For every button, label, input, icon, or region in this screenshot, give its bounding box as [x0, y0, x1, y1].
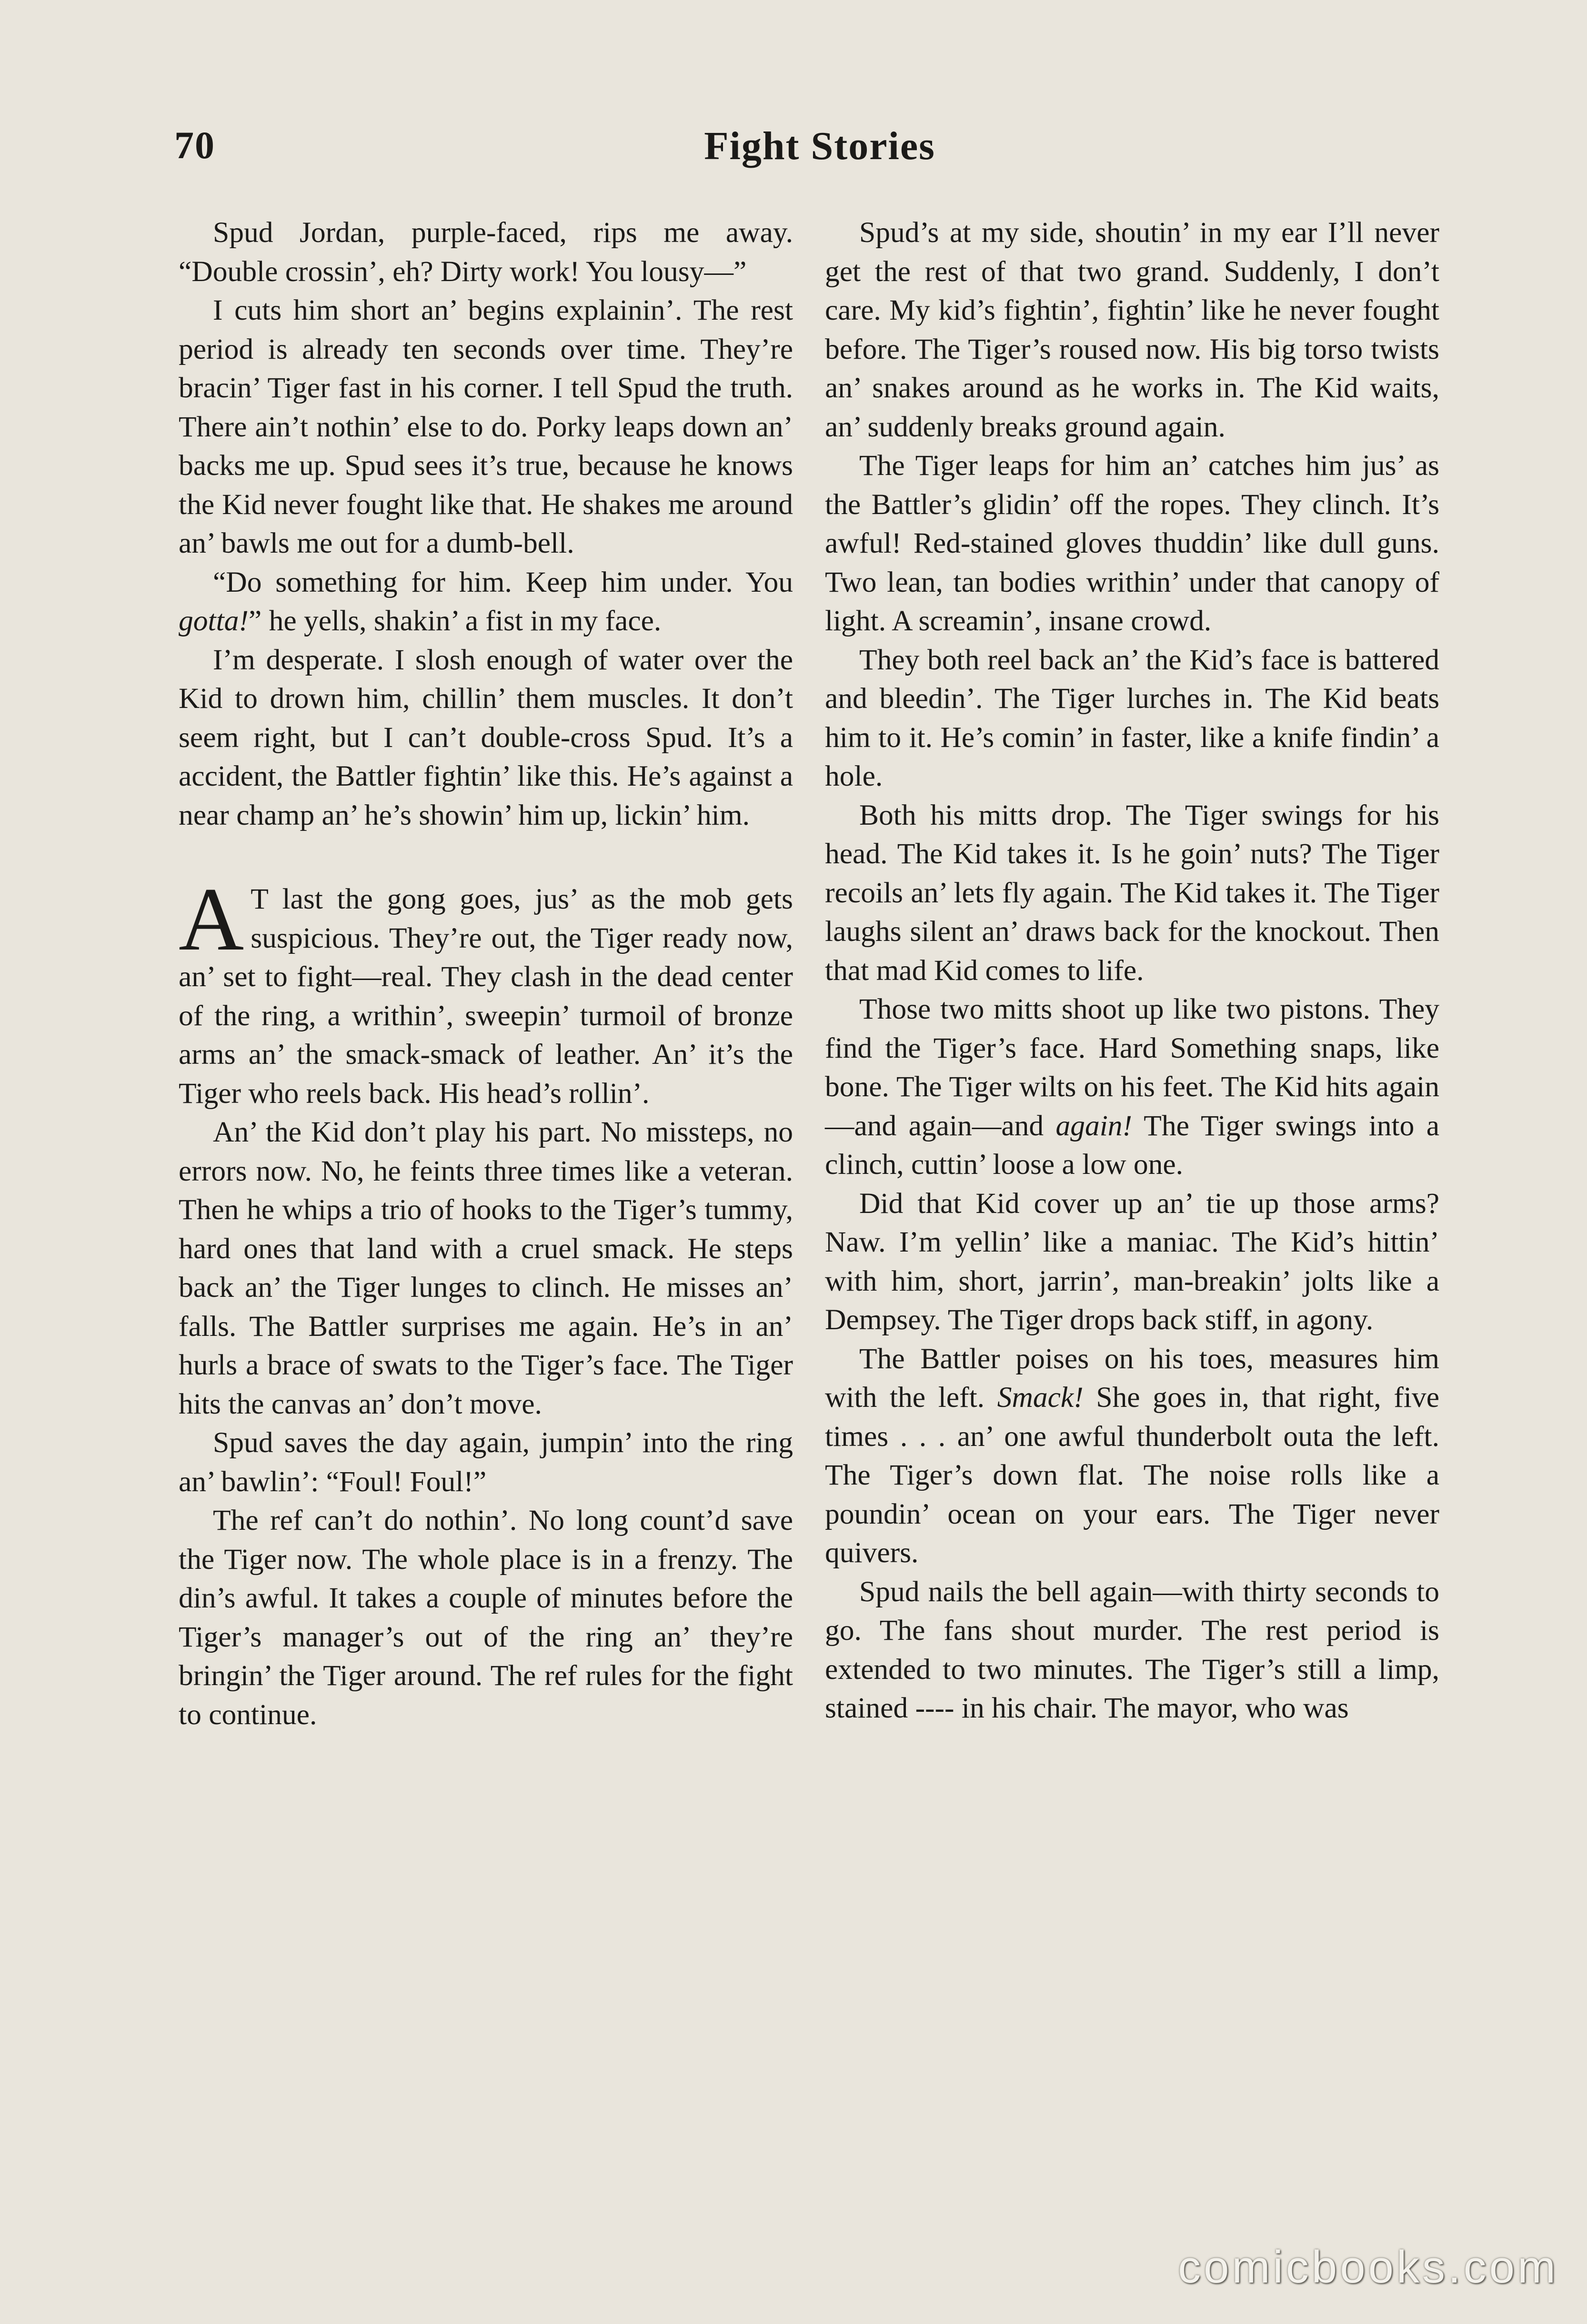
- watermark: comicbooks.com: [1178, 2242, 1558, 2293]
- paragraph: The Battler poises on his toes, measures him with the left. Smack! She goes in, that right, five times . . . an’ one awful thunderbolt outa the left. The Tiger’s down flat. The noise rolls like a poundin’ ocean on your ears. The Tiger never quivers.: [825, 1342, 1440, 1569]
- paragraph: Did that Kid cover up an’ tie up those arms? Naw. I’m yellin’ like a maniac. The Kid’s hittin’ with him, short, jarrin’, man-breakin’ jolts like a Dempsey. The Tiger drops back stiff, in agony.: [825, 1187, 1439, 1336]
- page-number: 70: [174, 123, 215, 167]
- paragraph: Spud nails the bell again—with thirty seconds to go. The fans shout murder. The rest period is extended to two minutes. The Tiger’s still a limp, stained ---- in his chair. The mayor, who was: [825, 1575, 1439, 1724]
- paragraph: I cuts him short an’ begins explainin’. The rest period is already ten seconds over time. They’re bracin’ Tiger fast in his corner. I tell Spud the truth. There ain’t nothin’ else to do. Porky leaps down an’ backs me up. Spud sees it’s true, because he knows the Kid never fought like that. He shakes me around an’ bawls me out for a dumb-bell.: [179, 294, 793, 559]
- paragraph: An’ the Kid don’t play his part. No missteps, no errors now. No, he feints three times like a veteran. Then he whips a trio of hooks to the Tiger’s tummy, hard ones that land with a cruel smack. He steps back an’ the Tiger lunges to clinch. He misses an’ falls. The Battler surprises me again. He’s in an’ hurls a brace of swats to the Tiger’s face. The Tiger hits the canvas an’ don’t move.: [179, 1116, 793, 1420]
- paragraph: Spud saves the day again, jumpin’ into the ring an’ bawlin’: “Foul! Foul!”: [179, 1426, 793, 1498]
- running-head-title: Fight Stories: [704, 124, 935, 168]
- paragraph: Spud’s at my side, shoutin’ in my ear I’ll never get the rest of that two grand. Suddenly, I don’t care. My kid’s fightin’, fightin’ like he never fought before. The Tiger’s roused now. His big torso twists an’ snakes around as he works in. The Kid waits, an’ suddenly breaks ground again.: [825, 216, 1439, 443]
- left-column: [179, 213, 793, 1734]
- paragraph: The ref can’t do nothin’. No long count’d save the Tiger now. The whole place is in a frenzy. The din’s awful. It takes a couple of minutes before the Tiger’s manager’s out of the ring an’ they’re bringin’ the Tiger around. The ref rules for the fight to continue.: [179, 1504, 793, 1731]
- paragraph: They both reel back an’ the Kid’s face is battered and bleedin’. The Tiger lurches in. The Kid beats him to it. He’s comin’ in faster, like a knife findin’ a hole.: [825, 643, 1439, 792]
- paragraph: Those two mitts shoot up like two pistons. They find the Tiger’s face. Hard Something snaps, like bone. The Tiger wilts on his feet. The Kid hits again—and again—and again! The Tiger swings into a clinch, cuttin’ loose a low one.: [825, 993, 1440, 1181]
- paragraph: Spud Jordan, purple-faced, rips me away. “Double crossin’, eh? Dirty work! You lousy—”: [179, 216, 793, 288]
- section-opening-paragraph: A T last the gong goes, jus’ as the mob gets suspicious. They’re out, the Tiger ready now, an’ set to fight—real. They clash in the dead center of the ring, a writhin’, sweepin’ turmoil of bronze arms an’ the smack-smack of leather. An’ it’s the Tiger who reels back. His head’s rollin’.: [179, 869, 793, 1110]
- paragraph: Both his mitts drop. The Tiger swings for his head. The Kid takes it. Is he goin’ nuts? The Tiger recoils an’ lets fly again. The Kid takes it. The Tiger laughs silent an’ draws back for the knockout. Then that mad Kid comes to life.: [825, 798, 1439, 987]
- paragraph: I’m desperate. I slosh enough of water over the Kid to drown him, chillin’ them muscles. It don’t seem right, but I can’t double-cross Spud. It’s a accident, the Battler fightin’ like this. He’s against a near champ an’ he’s showin’ him up, lickin’ him.: [179, 643, 793, 831]
- paragraph: “Do something for him. Keep him under. You gotta!” he yells, shakin’ a fist in my face.: [179, 566, 793, 637]
- paragraph: The Tiger leaps for him an’ catches him jus’ as the Battler’s glidin’ off the ropes. They clinch. It’s awful! Red-stained gloves thuddin’ like dull guns. Two lean, tan bodies writhin’ under that canopy of light. A screamin’, insane crowd.: [825, 449, 1439, 637]
- drop-cap: A: [179, 869, 244, 970]
- right-column: [825, 213, 1439, 1728]
